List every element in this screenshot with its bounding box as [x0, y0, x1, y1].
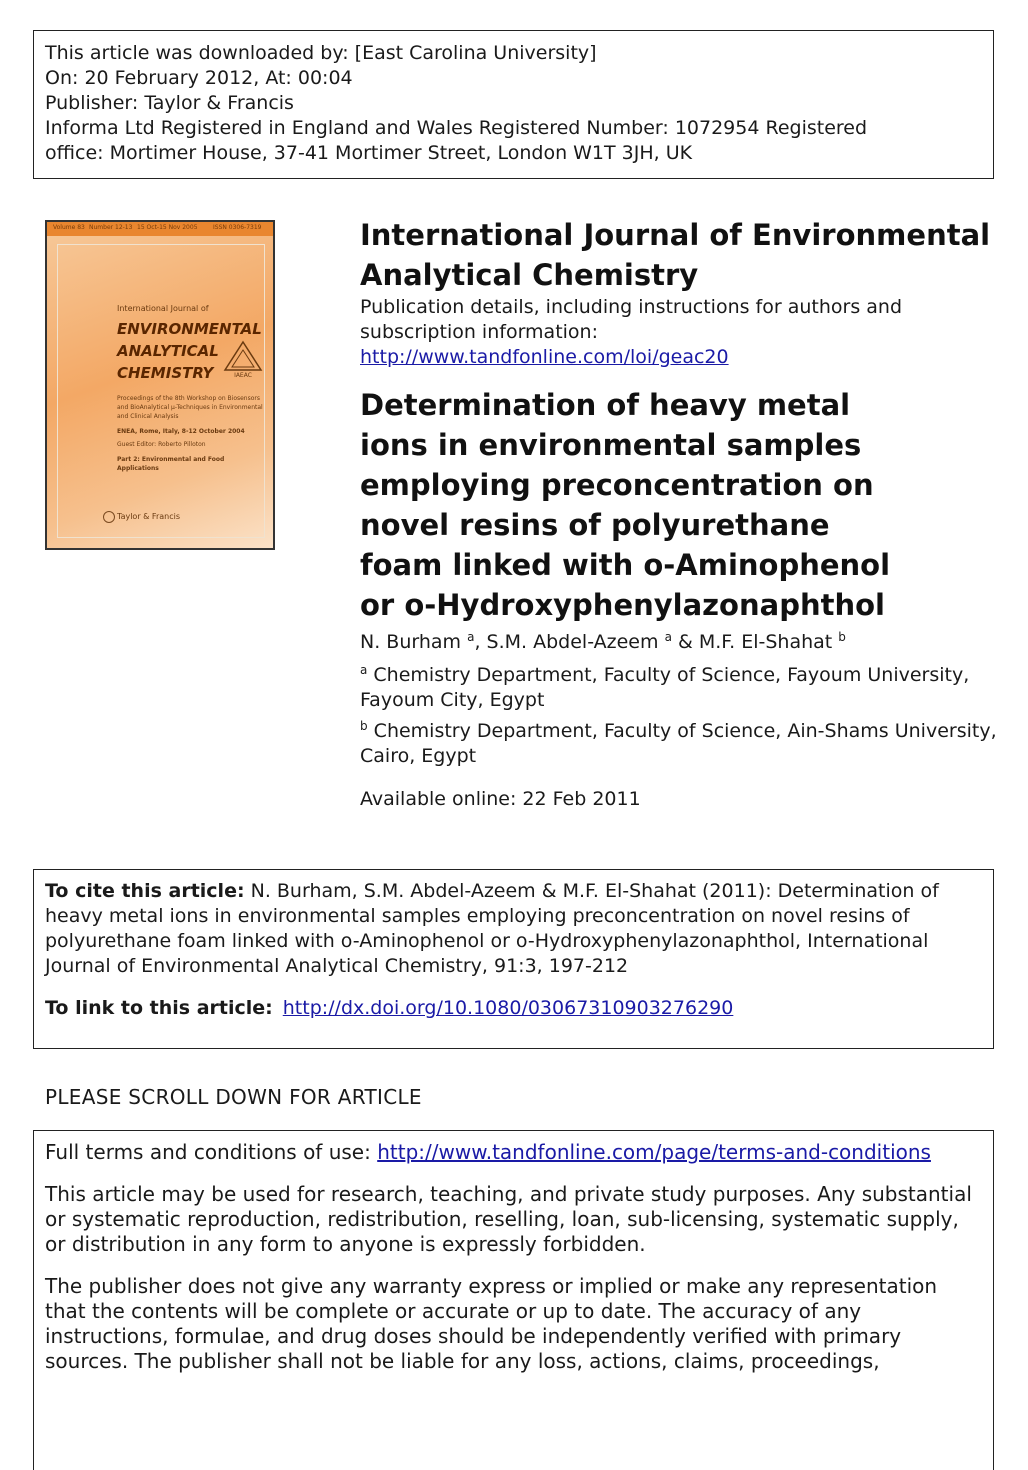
- terms-paragraph-1: This article may be used for research, teaching, and private study purposes. Any substantial or systematic reproduction, redistribution, reselling, loan, sub-licensing, systematic supply, or distribution in any form to anyone is expressly forbidden.: [45, 1182, 972, 1256]
- terms-intro: Full terms and conditions of use:: [45, 1140, 378, 1164]
- publication-details-text: Publication details, including instructions for authors and subscription information:: [360, 296, 903, 343]
- cover-title-line: ENVIRONMENTAL: [117, 320, 262, 338]
- download-notice-box: [33, 30, 994, 179]
- cover-society: IAEAC: [234, 372, 252, 378]
- iaeac-logo-icon: [223, 340, 263, 378]
- terms-box: [33, 1130, 994, 1470]
- author-separator: ,: [474, 631, 487, 653]
- cover-part: Part 2: Environmental and Food Applications: [117, 456, 225, 472]
- cover-volume: Volume 83: [53, 224, 85, 231]
- affiliation-text: Chemistry Department, Faculty of Science, Fayoum University, Fayoum City, Egypt: [360, 664, 970, 711]
- citation-box: [33, 869, 994, 1049]
- author-separator: &: [671, 631, 699, 653]
- download-notice-line: Informa Ltd Registered in England and Wales Registered Number: 1072954 Registered: [45, 117, 868, 139]
- cover-editor: Guest Editor: Roberto Pilloton: [117, 441, 206, 448]
- cite-label: To cite this article:: [45, 880, 245, 902]
- article-title: Determination of heavy metal ions in environmental samples employing preconcentration on novel resins of polyurethane foam linked with o-Aminophenol or o-Hydroxyphenylazonaphthol: [360, 388, 891, 622]
- journal-url-link[interactable]: http://www.tandfonline.com/loi/geac20: [360, 346, 729, 368]
- authors: [360, 630, 846, 655]
- terms-paragraph-2: The publisher does not give any warranty express or implied or make any representation that the contents will be complete or accurate or up to date. The accuracy of any instructions, formulae, and drug doses should be independently verified with primary sources. The publisher shall not be liable for any loss, actions, claims, proceedings,: [45, 1274, 938, 1373]
- cover-number: Number 12-13: [89, 224, 133, 231]
- cite-text: N. Burham, S.M. Abdel-Azeem & M.F. El-Shahat (2011): Determination of heavy metal ions in environmental samples employing preconcentration on novel resins of polyurethane foam linked with o-Aminophenol or o-Hydroxyphenylazonaphthol, International Journal of Environmental Analytical Chemistry, 91:3, 197-212: [45, 880, 939, 977]
- cover-subtitle-text: Proceedings of the 8th Workshop on Biosensors and BioAnalytical µ-Techniques in Environmental and Clinical Analysis: [117, 395, 263, 420]
- publication-details: [360, 295, 980, 370]
- terms-link[interactable]: http://www.tandfonline.com/page/terms-and-conditions: [377, 1140, 931, 1164]
- cover-dates: 15 Oct-15 Nov 2005: [137, 224, 198, 231]
- affiliation-sup: a: [360, 663, 368, 677]
- cover-frame: [57, 244, 265, 538]
- cover-small-title: International Journal of: [117, 304, 209, 313]
- affiliation-sup: b: [360, 719, 368, 733]
- cover-title-line: ANALYTICAL: [117, 342, 219, 360]
- author-affil-sup: a: [467, 630, 475, 644]
- cover-publisher: Taylor & Francis: [117, 512, 180, 521]
- cover-title-line: CHEMISTRY: [117, 364, 214, 382]
- download-notice-line: Publisher: Taylor & Francis: [45, 92, 294, 114]
- available-online: Available online: 22 Feb 2011: [360, 788, 641, 810]
- taylor-francis-logo-icon: [103, 511, 115, 523]
- link-row: [45, 996, 982, 1021]
- author-name: N. Burham: [360, 631, 462, 653]
- journal-cover-image: [45, 220, 275, 550]
- download-notice-line: This article was downloaded by: [East Carolina University]: [45, 42, 597, 64]
- author-affil-sup: a: [664, 630, 672, 644]
- author-name: M.F. El-Shahat: [698, 631, 833, 653]
- citation-paragraph: [45, 879, 982, 979]
- download-notice-line: office: Mortimer House, 37-41 Mortimer Street, London W1T 3JH, UK: [45, 142, 693, 164]
- scroll-notice: PLEASE SCROLL DOWN FOR ARTICLE: [45, 1085, 422, 1109]
- affiliation-a: [360, 663, 1000, 713]
- doi-link[interactable]: http://dx.doi.org/10.1080/03067310903276290: [282, 997, 734, 1019]
- terms-intro-paragraph: [45, 1140, 982, 1165]
- affiliation-text: Chemistry Department, Faculty of Science, Ain-Shams University, Cairo, Egypt: [360, 720, 997, 767]
- download-notice-line: On: 20 February 2012, At: 00:04: [45, 67, 353, 89]
- cover-top-bar: [47, 222, 273, 236]
- author-affil-sup: b: [838, 630, 846, 644]
- cover-event: ENEA, Rome, Italy, 8-12 October 2004: [117, 428, 245, 435]
- affiliation-b: [360, 719, 1000, 769]
- cover-subtitle: [117, 394, 267, 473]
- link-label: To link to this article:: [45, 997, 273, 1019]
- author-name: S.M. Abdel-Azeem: [486, 631, 659, 653]
- cover-issn: ISSN 0306-7319: [213, 224, 262, 231]
- journal-title: International Journal of Environmental Analytical Chemistry: [360, 218, 991, 292]
